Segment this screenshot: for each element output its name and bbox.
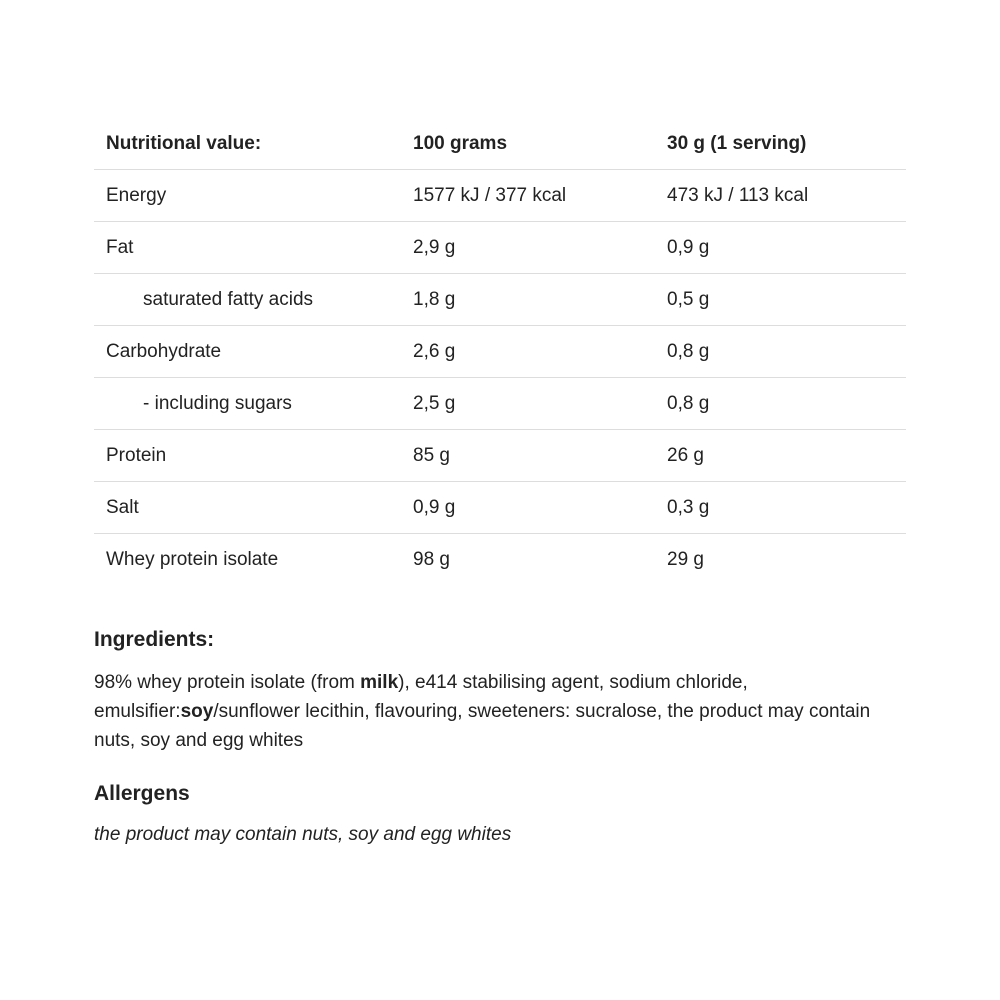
ingredients-part: ), e414 stabilising agent, sodium chloride, emulsifier: (94, 672, 748, 722)
row-label: Salt (106, 496, 139, 518)
row-per-serving: 0,3 g (667, 496, 710, 518)
table-header-row (94, 118, 906, 170)
allergen-soy: soy (180, 701, 214, 722)
row-label: Protein (106, 444, 167, 466)
row-label: Energy (106, 184, 167, 206)
header-nutritional-value: Nutritional value: (106, 132, 262, 154)
row-label: Fat (106, 236, 134, 258)
row-per100: 2,9 g (413, 236, 456, 258)
ingredients-part: /sunflower lecithin, flavouring, sweeteners: sucralose, the product may contain nuts, soy and egg whites (94, 701, 871, 751)
ingredients-text (94, 668, 894, 755)
ingredients-section (94, 624, 894, 755)
row-per-serving: 0,8 g (667, 340, 710, 362)
table-row-sugars (94, 378, 906, 430)
row-per100: 1577 kJ / 377 kcal (413, 184, 567, 206)
allergens-section (94, 778, 894, 849)
row-label: - including sugars (143, 392, 292, 414)
row-per-serving: 29 g (667, 548, 704, 570)
table-row-carbohydrate (94, 326, 906, 378)
table-row-saturated-fatty-acids (94, 274, 906, 326)
allergens-text: the product may contain nuts, soy and egg whites (94, 824, 512, 845)
row-per100: 2,5 g (413, 392, 456, 414)
allergen-milk: milk (360, 672, 399, 693)
header-100-grams: 100 grams (413, 132, 508, 154)
row-per-serving: 473 kJ / 113 kcal (667, 184, 809, 206)
row-per-serving: 0,9 g (667, 236, 710, 258)
row-per100: 2,6 g (413, 340, 456, 362)
header-serving: 30 g (1 serving) (667, 132, 807, 154)
row-per-serving: 26 g (667, 444, 704, 466)
table-row-protein (94, 430, 906, 482)
row-per100: 85 g (413, 444, 450, 466)
row-per-serving: 0,5 g (667, 288, 710, 310)
ingredients-heading: Ingredients: (94, 628, 215, 651)
row-per-serving: 0,8 g (667, 392, 710, 414)
row-per100: 98 g (413, 548, 450, 570)
row-label: Whey protein isolate (106, 548, 279, 570)
ingredients-part: 98% whey protein isolate (from (94, 672, 361, 693)
table-row-fat (94, 222, 906, 274)
row-per100: 0,9 g (413, 496, 456, 518)
allergens-heading: Allergens (94, 782, 190, 805)
row-per100: 1,8 g (413, 288, 456, 310)
row-label: saturated fatty acids (143, 288, 314, 310)
nutrition-table (94, 118, 906, 585)
row-label: Carbohydrate (106, 340, 222, 362)
table-row-energy (94, 170, 906, 222)
table-row-salt (94, 482, 906, 534)
table-row-whey-protein-isolate (94, 534, 906, 585)
